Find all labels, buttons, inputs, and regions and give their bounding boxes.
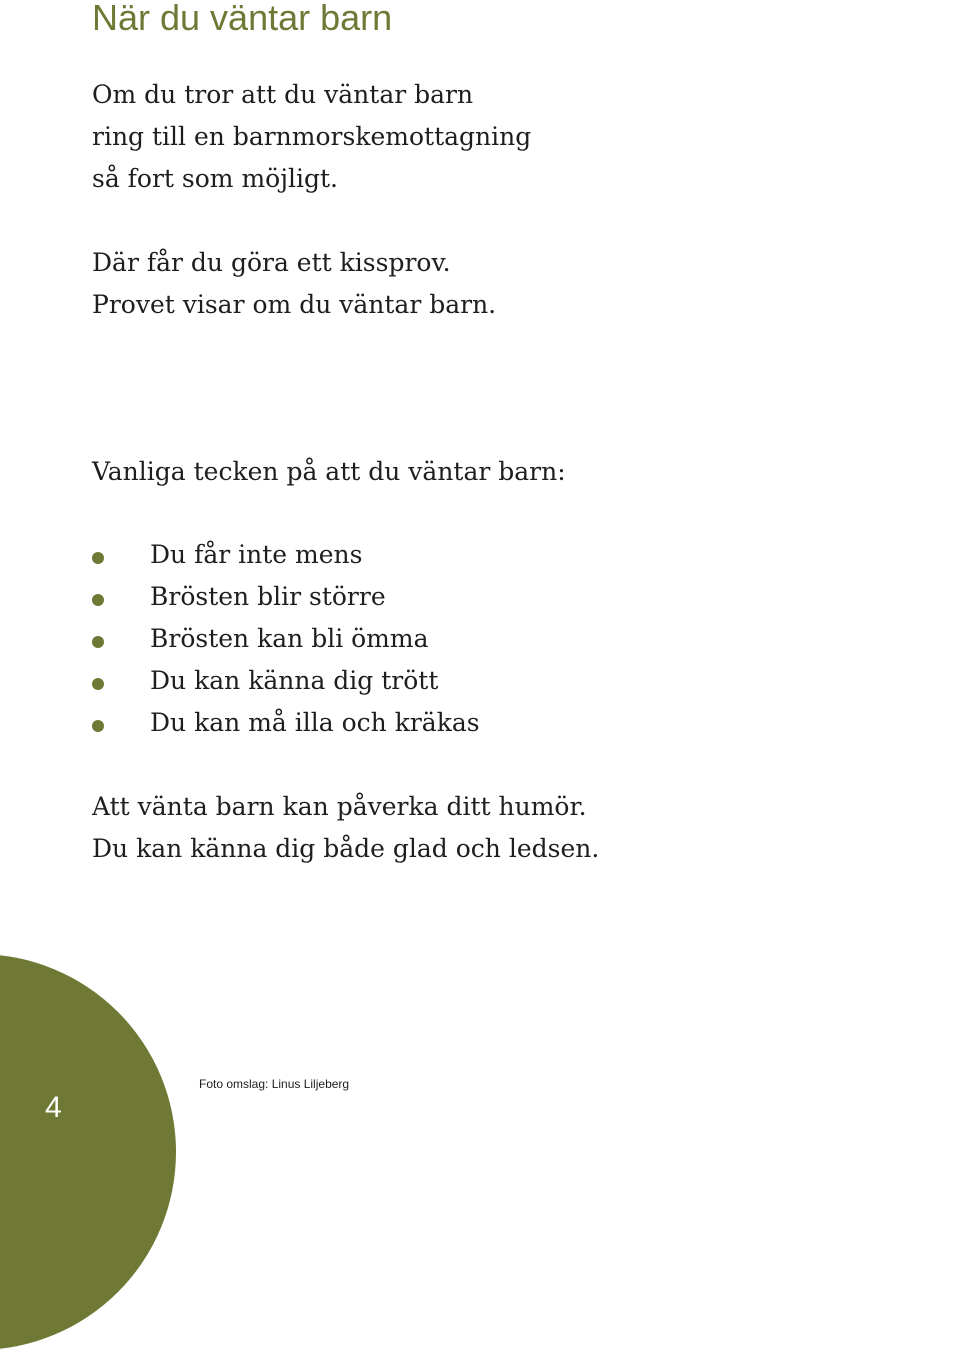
list-item-text: Du får inte mens bbox=[150, 540, 363, 569]
intro-paragraph bbox=[92, 74, 531, 200]
intro-line: så fort som möjligt. bbox=[92, 164, 338, 193]
list-item-text: Brösten kan bli ömma bbox=[150, 624, 429, 653]
list-item bbox=[92, 660, 480, 702]
mood-line: Du kan känna dig både glad och ledsen. bbox=[92, 834, 600, 863]
signs-heading: Vanliga tecken på att du väntar barn: bbox=[92, 457, 566, 486]
list-item-text: Brösten blir större bbox=[150, 582, 386, 611]
list-item bbox=[92, 618, 480, 660]
bullet-dot-icon bbox=[92, 552, 104, 564]
page-corner-circle bbox=[0, 954, 176, 1350]
list-item-text: Du kan må illa och kräkas bbox=[150, 708, 480, 737]
list-item bbox=[92, 534, 480, 576]
list-item bbox=[92, 576, 480, 618]
photo-credit: Foto omslag: Linus Liljeberg bbox=[199, 1077, 350, 1091]
signs-list bbox=[92, 534, 480, 744]
page-number: 4 bbox=[45, 1091, 62, 1124]
mood-line: Att vänta barn kan påverka ditt humör. bbox=[92, 792, 587, 821]
bullet-dot-icon bbox=[92, 720, 104, 732]
bullet-dot-icon bbox=[92, 636, 104, 648]
list-item bbox=[92, 702, 480, 744]
bullet-dot-icon bbox=[92, 678, 104, 690]
test-line: Provet visar om du väntar barn. bbox=[92, 290, 497, 319]
mood-paragraph bbox=[92, 786, 599, 870]
page-title: När du väntar barn bbox=[92, 0, 393, 38]
test-line: Där får du göra ett kissprov. bbox=[92, 248, 451, 277]
list-item-text: Du kan känna dig trött bbox=[150, 666, 439, 695]
test-paragraph bbox=[92, 242, 496, 326]
intro-line: ring till en barnmorskemottagning bbox=[92, 122, 532, 151]
bullet-dot-icon bbox=[92, 594, 104, 606]
intro-line: Om du tror att du väntar barn bbox=[92, 80, 474, 109]
